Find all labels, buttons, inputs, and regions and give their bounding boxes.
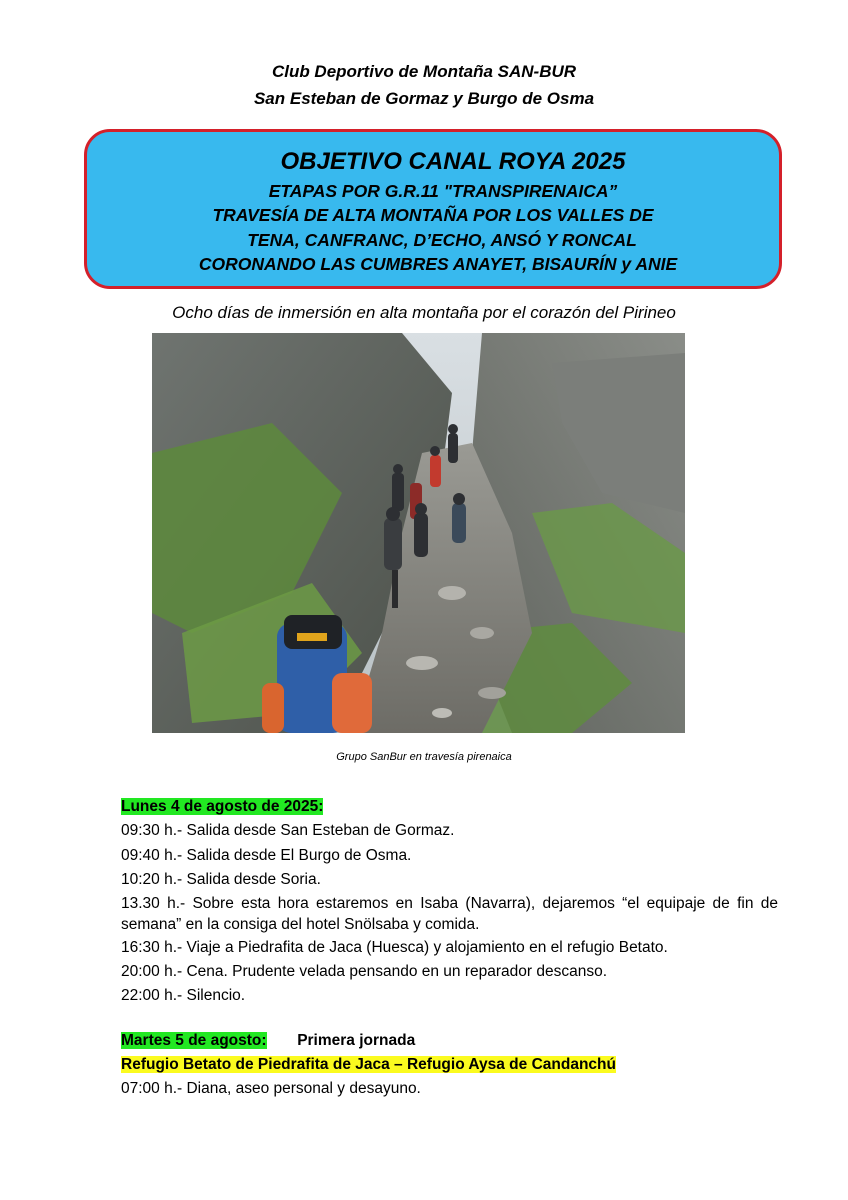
subtitle: Ocho días de inmersión en alta montaña por el corazón del Pirineo	[172, 303, 676, 322]
day1-item: 10:20 h.- Salida desde Soria.	[121, 871, 321, 888]
day1-heading: Lunes 4 de agosto de 2025:	[121, 798, 324, 815]
day2-item: 07:00 h.- Diana, aseo personal y desayuno.	[121, 1080, 421, 1097]
day2-route-row	[121, 1054, 778, 1075]
hikers-photo	[152, 333, 685, 733]
banner-line-3: TENA, CANFRANC, D’ECHO, ANSÓ Y RONCAL	[247, 230, 637, 250]
day1-item: 20:00 h.- Cena. Prudente velada pensando en un reparador descanso.	[121, 963, 608, 980]
banner-line-1: ETAPAS POR G.R.11 "TRANSPIRENAICA”	[268, 181, 618, 201]
day2-heading: Martes 5 de agosto:	[121, 1032, 267, 1049]
banner-title: OBJETIVO CANAL ROYA 2025	[280, 148, 626, 175]
day1-item: 09:30 h.- Salida desde San Esteban de Gormaz.	[121, 822, 455, 839]
day1-heading-row	[121, 796, 778, 817]
day2-stage: Primera jornada	[297, 1032, 416, 1049]
day1-item: 13.30 h.- Sobre esta hora estaremos en Isaba (Navarra), dejaremos “el equipaje de fin de semana” en la consiga del hotel Snölsaba y comida.	[121, 895, 778, 933]
banner-line-4: CORONANDO LAS CUMBRES ANAYET, BISAURÍN y ANIE	[198, 254, 678, 274]
title-banner	[84, 129, 782, 289]
banner-line-2: TRAVESÍA DE ALTA MONTAÑA POR LOS VALLES DE	[212, 205, 654, 225]
day1-item: 22:00 h.- Silencio.	[121, 987, 246, 1004]
day2-route: Refugio Betato de Piedrafita de Jaca – Refugio Aysa de Candanchú	[121, 1056, 616, 1073]
photo-caption: Grupo SanBur en travesía pirenaica	[336, 751, 512, 763]
club-name: Club Deportivo de Montaña SAN-BUR	[271, 62, 577, 81]
club-location: San Esteban de Gormaz y Burgo de Osma	[253, 89, 595, 108]
day1-item: 16:30 h.- Viaje a Piedrafita de Jaca (Huesca) y alojamiento en el refugio Betato.	[121, 939, 668, 956]
day2-heading-row	[121, 1030, 778, 1051]
day1-item: 09:40 h.- Salida desde El Burgo de Osma.	[121, 847, 412, 864]
